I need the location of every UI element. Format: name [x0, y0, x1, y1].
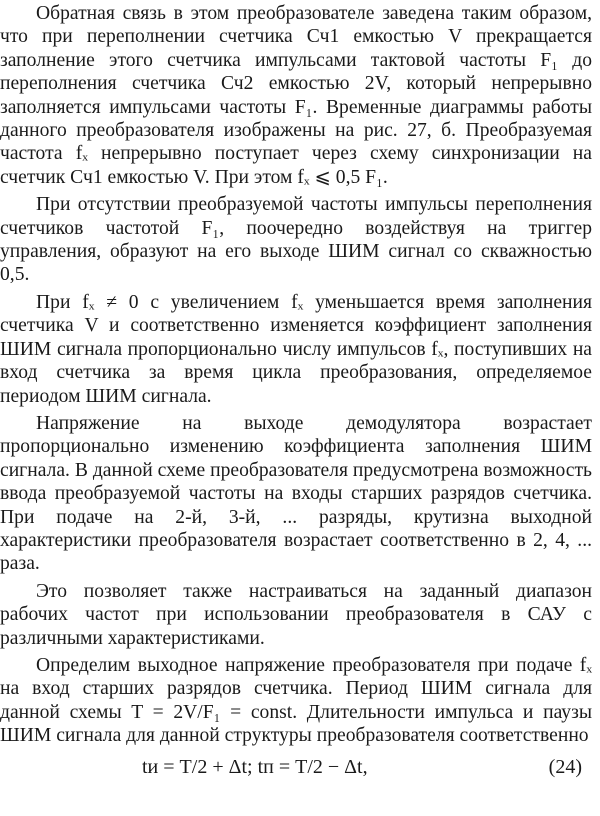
paragraph-no-input-frequency: При отсутствии преобразуемой частоты импульсы переполнения счетчиков частотой F₁, поочередно воздействуя на триггер управления, образуют на его выходе ШИМ сигнал со скважностью 0,5. — [0, 194, 592, 286]
equation-expression: tи = T/2 + Δt; tп = T/2 − Δt, — [142, 755, 368, 778]
paragraph-demodulator-voltage: Напряжение на выходе демодулятора возрастает пропорционально изменению коэффициента заполнения ШИМ сигнала. В данной схеме преобразователя предусмотрена возможность ввода преобразуемой частоты на входы старших разрядов счетчика. При подаче на 2-й, 3-й, ... разряды, крутизна выходной характеристики преобразователя возрастает соответственно в 2, 4, ... раза. — [0, 412, 592, 575]
paragraph-output-voltage: Определим выходное напряжение преобразователя при подаче fₓ на вход старших разрядов счетчика. Период ШИМ сигнала для данной схемы T = 2V/F₁ = const. Длительности импульса и паузы ШИМ сигнала для данной структуры преобразователя соответственно — [0, 654, 592, 747]
paragraph-frequency-range: Это позволяет также настраиваться на заданный диапазон рабочих частот при использовании преобразователя в САУ с различными характеристиками. — [0, 580, 592, 649]
equation-24 — [0, 756, 592, 784]
equation-number: (24) — [548, 755, 582, 778]
paragraph-duty-cycle: При fₓ ≠ 0 с увеличением fₓ уменьшается время заполнения счетчика V и соответственно изменяется коэффициент заполнения ШИМ сигнала пропорционально числу импульсов fₓ, поступивших на вход счетчика за время цикла преобразования, определяемое периодом ШИМ сигнала. — [0, 291, 592, 407]
paragraph-feedback: Обратная связь в этом преобразователе заведена таким образом, что при переполнении счетчика Сч1 емкостью V прекращается заполнение этого счетчика импульсами тактовой частоты F₁ до переполнения счетчика Сч2 емкостью 2V, который непрерывно заполняется импульсами частоты F₁. Временные диаграммы работы данного преобразователя изображены на рис. 27, б. Преобразуемая частота fₓ непрерывно поступает через схему синхронизации на счетчик Сч1 емкостью V. При этом fₓ ⩽ 0,5 F₁. — [0, 3, 592, 188]
